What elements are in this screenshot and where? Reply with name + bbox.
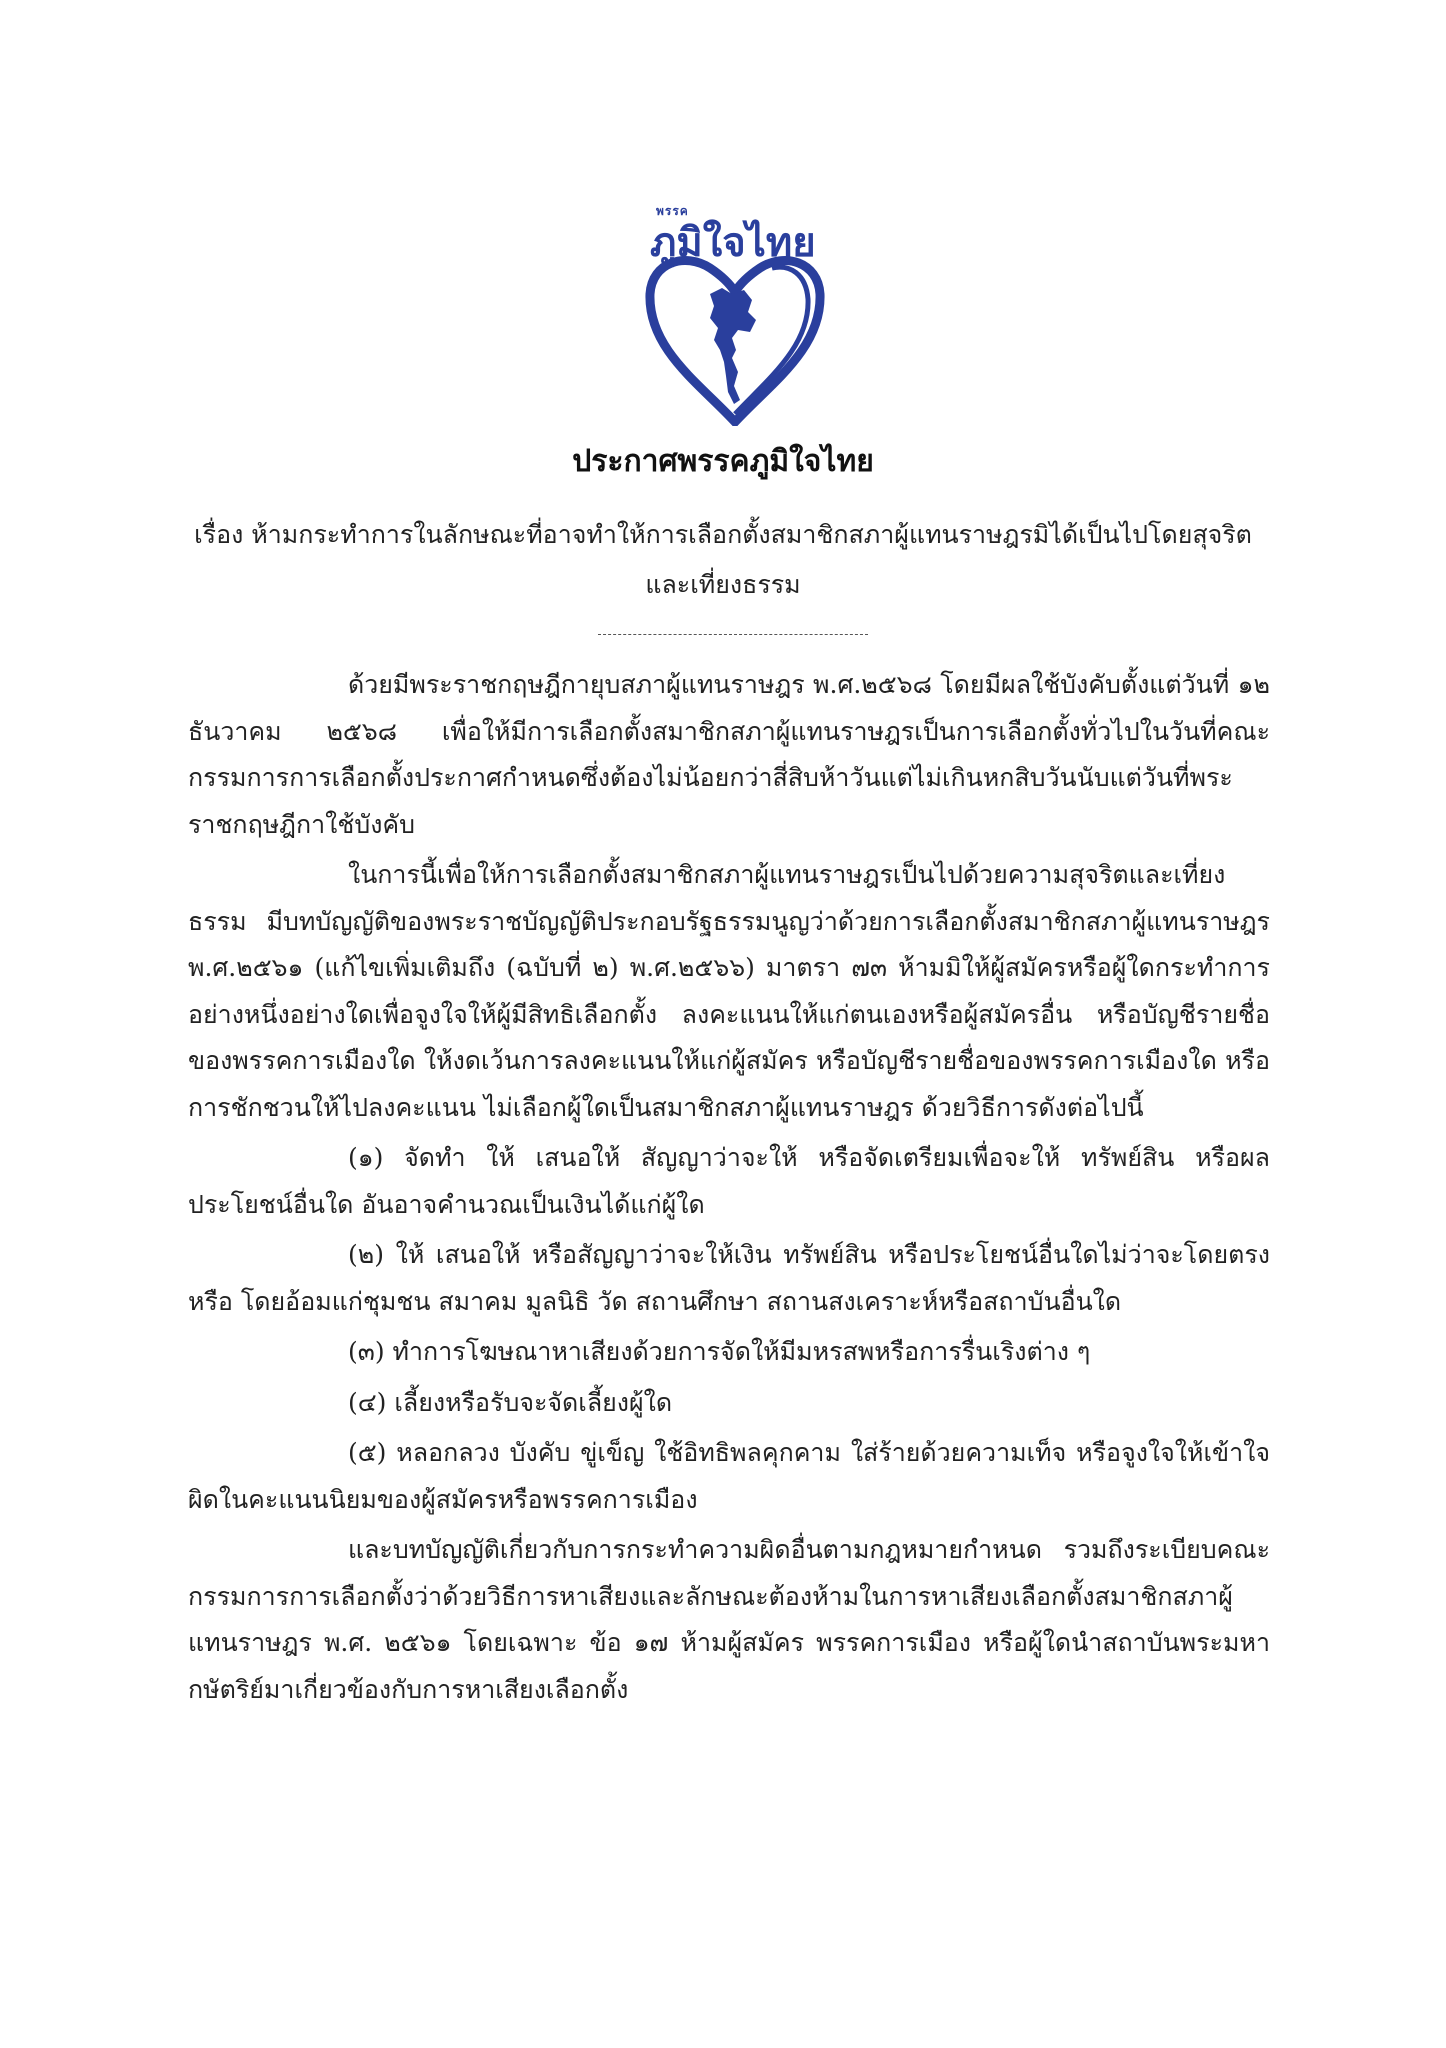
logo-small-text: พรรค	[656, 204, 689, 218]
page-title: ประกาศพรรคภูมิใจไทย	[572, 444, 874, 479]
subject-line-1: เรื่อง ห้ามกระทำการในลักษณะที่อาจทำให้การเลือกตั้งสมาชิกสภาผู้แทนราษฎรมิได้เป็นไปโดยสุจริต	[194, 520, 1252, 549]
list-item: (๔) เลี้ยงหรือรับจะจัดเลี้ยงผู้ใด	[348, 1387, 673, 1417]
subject-line-2: และเที่ยงธรรม	[645, 570, 801, 599]
document-body	[188, 662, 1270, 1717]
party-logo	[640, 196, 830, 426]
paragraph-3: และบทบัญญัติเกี่ยวกับการกระทำความผิดอื่นตามกฎหมายกำหนด รวมถึงระเบียบคณะกรรมการการเลือกตั้งว่าด้วยวิธีการหาเสียงและลักษณะต้องห้ามในการหาเสียงเลือกตั้งสมาชิกสภาผู้แทนราษฎร พ.ศ. ๒๕๖๑ โดยเฉพาะ ข้อ ๑๗ ห้ามผู้สมัคร พรรคการเมือง หรือผู้ใดนำสถาบันพระมหากษัตริย์มาเกี่ยวข้องกับการหาเสียงเลือกตั้ง	[188, 1535, 1270, 1704]
heart-with-thailand-map-icon	[640, 254, 830, 426]
subject-heading	[150, 510, 1296, 610]
paragraph-1: ด้วยมีพระราชกฤษฎีกายุบสภาผู้แทนราษฎร พ.ศ.๒๕๖๘ โดยมีผลใช้บังคับตั้งแต่วันที่ ๑๒ ธันวาคม ๒๕๖๘ เพื่อให้มีการเลือกตั้งสมาชิกสภาผู้แทนราษฎรเป็นการเลือกตั้งทั่วไปในวันที่คณะกรรมการการเลือกตั้งประกาศกำหนดซึ่งต้องไม่น้อยกว่าสี่สิบห้าวันแต่ไม่เกินหกสิบวันนับแต่วันที่พระราชกฤษฎีกาใช้บังคับ	[188, 670, 1270, 839]
list-item: (๕) หลอกลวง บังคับ ขู่เข็ญ ใช้อิทธิพลคุกคาม ใส่ร้ายด้วยความเท็จ หรือจูงใจให้เข้าใจผิดในคะแนนนิยมของผู้สมัครหรือพรรคการเมือง	[188, 1438, 1270, 1514]
list-item: (๑) จัดทำ ให้ เสนอให้ สัญญาว่าจะให้ หรือจัดเตรียมเพื่อจะให้ ทรัพย์สิน หรือผลประโยชน์อื่นใด อันอาจคำนวณเป็นเงินได้แก่ผู้ใด	[188, 1143, 1270, 1219]
divider	[598, 634, 868, 635]
list-item: (๓) ทำการโฆษณาหาเสียงด้วยการจัดให้มีมหรสพหรือการรื่นเริงต่าง ๆ	[348, 1337, 1091, 1366]
logo-party-name: ภูมิใจไทย	[650, 220, 816, 266]
list-item: (๒) ให้ เสนอให้ หรือสัญญาว่าจะให้เงิน ทรัพย์สิน หรือประโยชน์อื่นใดไม่ว่าจะโดยตรงหรือ โดยอ้อมแก่ชุมชน สมาคม มูลนิธิ วัด สถานศึกษา สถานสงเคราะห์หรือสถาบันอื่นใด	[188, 1240, 1270, 1316]
paragraph-2: ในการนี้เพื่อให้การเลือกตั้งสมาชิกสภาผู้แทนราษฎรเป็นไปด้วยความสุจริตและเที่ยงธรรม มีบทบัญญัติของพระราชบัญญัติประกอบรัฐธรรมนูญว่าด้วยการเลือกตั้งสมาชิกสภาผู้แทนราษฎร พ.ศ.๒๕๖๑ (แก้ไขเพิ่มเติมถึง (ฉบับที่ ๒) พ.ศ.๒๕๖๖) มาตรา ๗๓ ห้ามมิให้ผู้สมัครหรือผู้ใดกระทำการอย่างหนึ่งอย่างใดเพื่อจูงใจให้ผู้มีสิทธิเลือกตั้ง ลงคะแนนให้แก่ตนเองหรือผู้สมัครอื่น หรือบัญชีรายชื่อของพรรคการเมืองใด ให้งดเว้นการลงคะแนนให้แก่ผู้สมัคร หรือบัญชีรายชื่อของพรรคการเมืองใด หรือการชักชวนให้ไปลงคะแนน ไม่เลือกผู้ใดเป็นสมาชิกสภาผู้แทนราษฎร ด้วยวิธีการดังต่อไปนี้	[188, 860, 1270, 1122]
